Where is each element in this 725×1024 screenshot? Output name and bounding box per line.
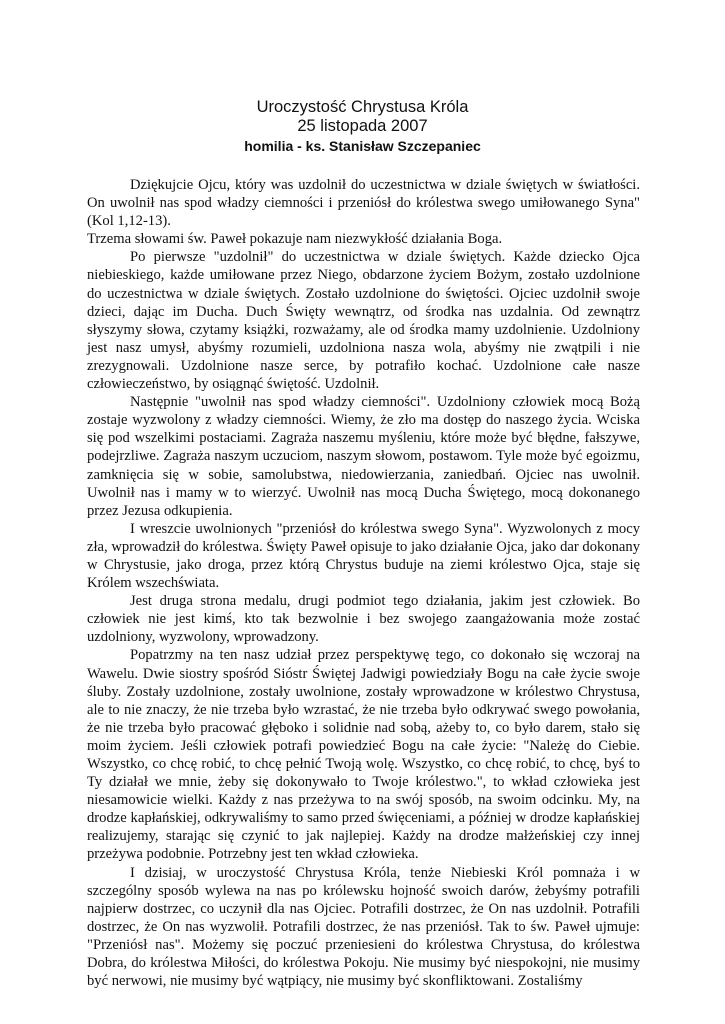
paragraph-3: Po pierwsze "uzdolnił" do uczestnictwa w dziale świętych. Każde dziecko Ojca niebieskiego, każde umiłowane przez Niego, obdarzone życiem Bożym, zostało uzdolnione do uczestnictwa w dziale świętych. Zostało uzdolnione do świętości. Ojciec uzdolnił swoje dzieci, dając im Ducha. Duch Święty wewnątrz, od środka nas uzdalnia. Od zewnątrz słyszymy słowa, czytamy książki, rozważamy, ale od środka mamy uzdolnienie. Uzdolniony jest nasz umysł, abyśmy rozumieli, uzdolniona nasza wola, abyśmy nie zwątpili i nie zrezygnowali. Uzdolnione nasze serce, by potrafiło kochać. Uzdolnione całe nasze człowieczeństwo, by osiągnąć świętość. Uzdolnił. <box>87 249 640 393</box>
paragraph-7: Popatrzmy na ten nasz udział przez perspektywę tego, co dokonało się wczoraj na Wawelu. Dwie siostry spośród Sióstr Świętej Jadwigi powiedziały Bogu na całe życie swoje śluby. Zostały uzdolnione, zostały uwolnione, zostały wprowadzone w królestwo Chrystusa, ale to nie znaczy, że nie trzeba było wzrastać, że nie trzeba było odkrywać swego powołania, że nie trzeba było pracować głęboko i solidnie nad sobą, ażeby to, co było darem, stało się moim życiem. Jeśli człowiek potrafi powiedzieć Bogu na całe życie: "Należę do Ciebie. Wszystko, co chcę robić, to chcę pełnić Twoją wolę. Wszystko, co chcę robić, to chcę, byś to Ty działał we mnie, żeby się dokonywało to Twoje królestwo.", to wkład człowieka jest niesamowicie wielki. Każdy z nas przeżywa to na swój sposób, na swoim odcinku. My, na drodze kapłańskiej, odkrywaliśmy to samo przed święceniami, a później w drodze kapłańskiej realizujemy, starając się czynić to jak najlepiej. Każdy na drodze małżeńskiej czy innej przeżywa podobnie. Potrzebny jest ten wkład człowieka. <box>87 647 640 863</box>
paragraph-1: Dziękujcie Ojcu, który was uzdolnił do uczestnictwa w dziale świętych w światłości. On uwolnił nas spod władzy ciemności i przeniósł do królestwa swego umiłowanego Syna" (Kol 1,12-13). <box>87 177 640 230</box>
paragraph-5: I wreszcie uwolnionych "przeniósł do królestwa swego Syna". Wyzwolonych z mocy zła, wprowadził do królestwa. Święty Paweł opisuje to jako działanie Ojca, jako dar dokonany w Chrystusie, jako droga, przez którą Chrystus buduje na ziemi królestwo Ojca, staje się Królem wszechświata. <box>87 520 640 592</box>
paragraph-8: I dzisiaj, w uroczystość Chrystusa Króla, tenże Niebieski Król pomnaża i w szczególny sposób wylewa na nas po królewsku hojność swoich darów, żebyśmy potrafili najpierw dostrzec, co uczynił dla nas Ojciec. Potrafili dostrzec, że On nas uzdolnił. Potrafili dostrzec, że On nas wyzwolił. Potrafili dostrzec, że nas przeniósł. Tak to św. Paweł ujmuje: "Przeniósł nas". Możemy się poczuć przeniesieni do królestwa Chrystusa, do królestwa Dobra, do królestwa Miłości, do królestwa Pokoju. Nie musimy być niespokojni, nie musimy być nerwowi, nie musimy być wątpiący, nie musimy być skonfliktowani. Zostaliśmy <box>87 864 640 990</box>
document-header <box>0 98 725 156</box>
homily-body <box>87 176 640 990</box>
paragraph-6: Jest druga strona medalu, drugi podmiot tego działania, jakim jest człowiek. Bo człowiek nie jest kimś, kto tak bezwolnie i bez swojego zaangażowania może zostać uzdolniony, wyzwolony, wprowadzony. <box>87 593 640 646</box>
paragraph-2: Trzema słowami św. Paweł pokazuje nam niezwykłość działania Boga. <box>87 231 503 248</box>
document-subtitle: homilia - ks. Stanisław Szczepaniec <box>244 138 481 154</box>
paragraph-4: Następnie "uwolnił nas spod władzy ciemności". Uzdolniony człowiek mocą Bożą zostaje wyzwolony z władzy ciemności. Wiemy, że zło ma dostęp do naszego życia. Wciska się pod wszelkimi postaciami. Zagraża naszemu myśleniu, które może być błędne, fałszywe, podejrzliwe. Zagraża naszym uczuciom, naszym słowom, postawom. Tyle może być egoizmu, zamknięcia się w sobie, samolubstwa, niedowierzania, zaniedbań. Ojciec nas uwolnił. Uwolnił nas i mamy w to wierzyć. Uwolnił nas mocą Ducha Świętego, mocą dokonanego przez Jezusa odkupienia. <box>87 394 640 519</box>
document-date: 25 listopada 2007 <box>297 117 428 135</box>
document-title: Uroczystość Chrystusa Króla <box>256 98 469 116</box>
